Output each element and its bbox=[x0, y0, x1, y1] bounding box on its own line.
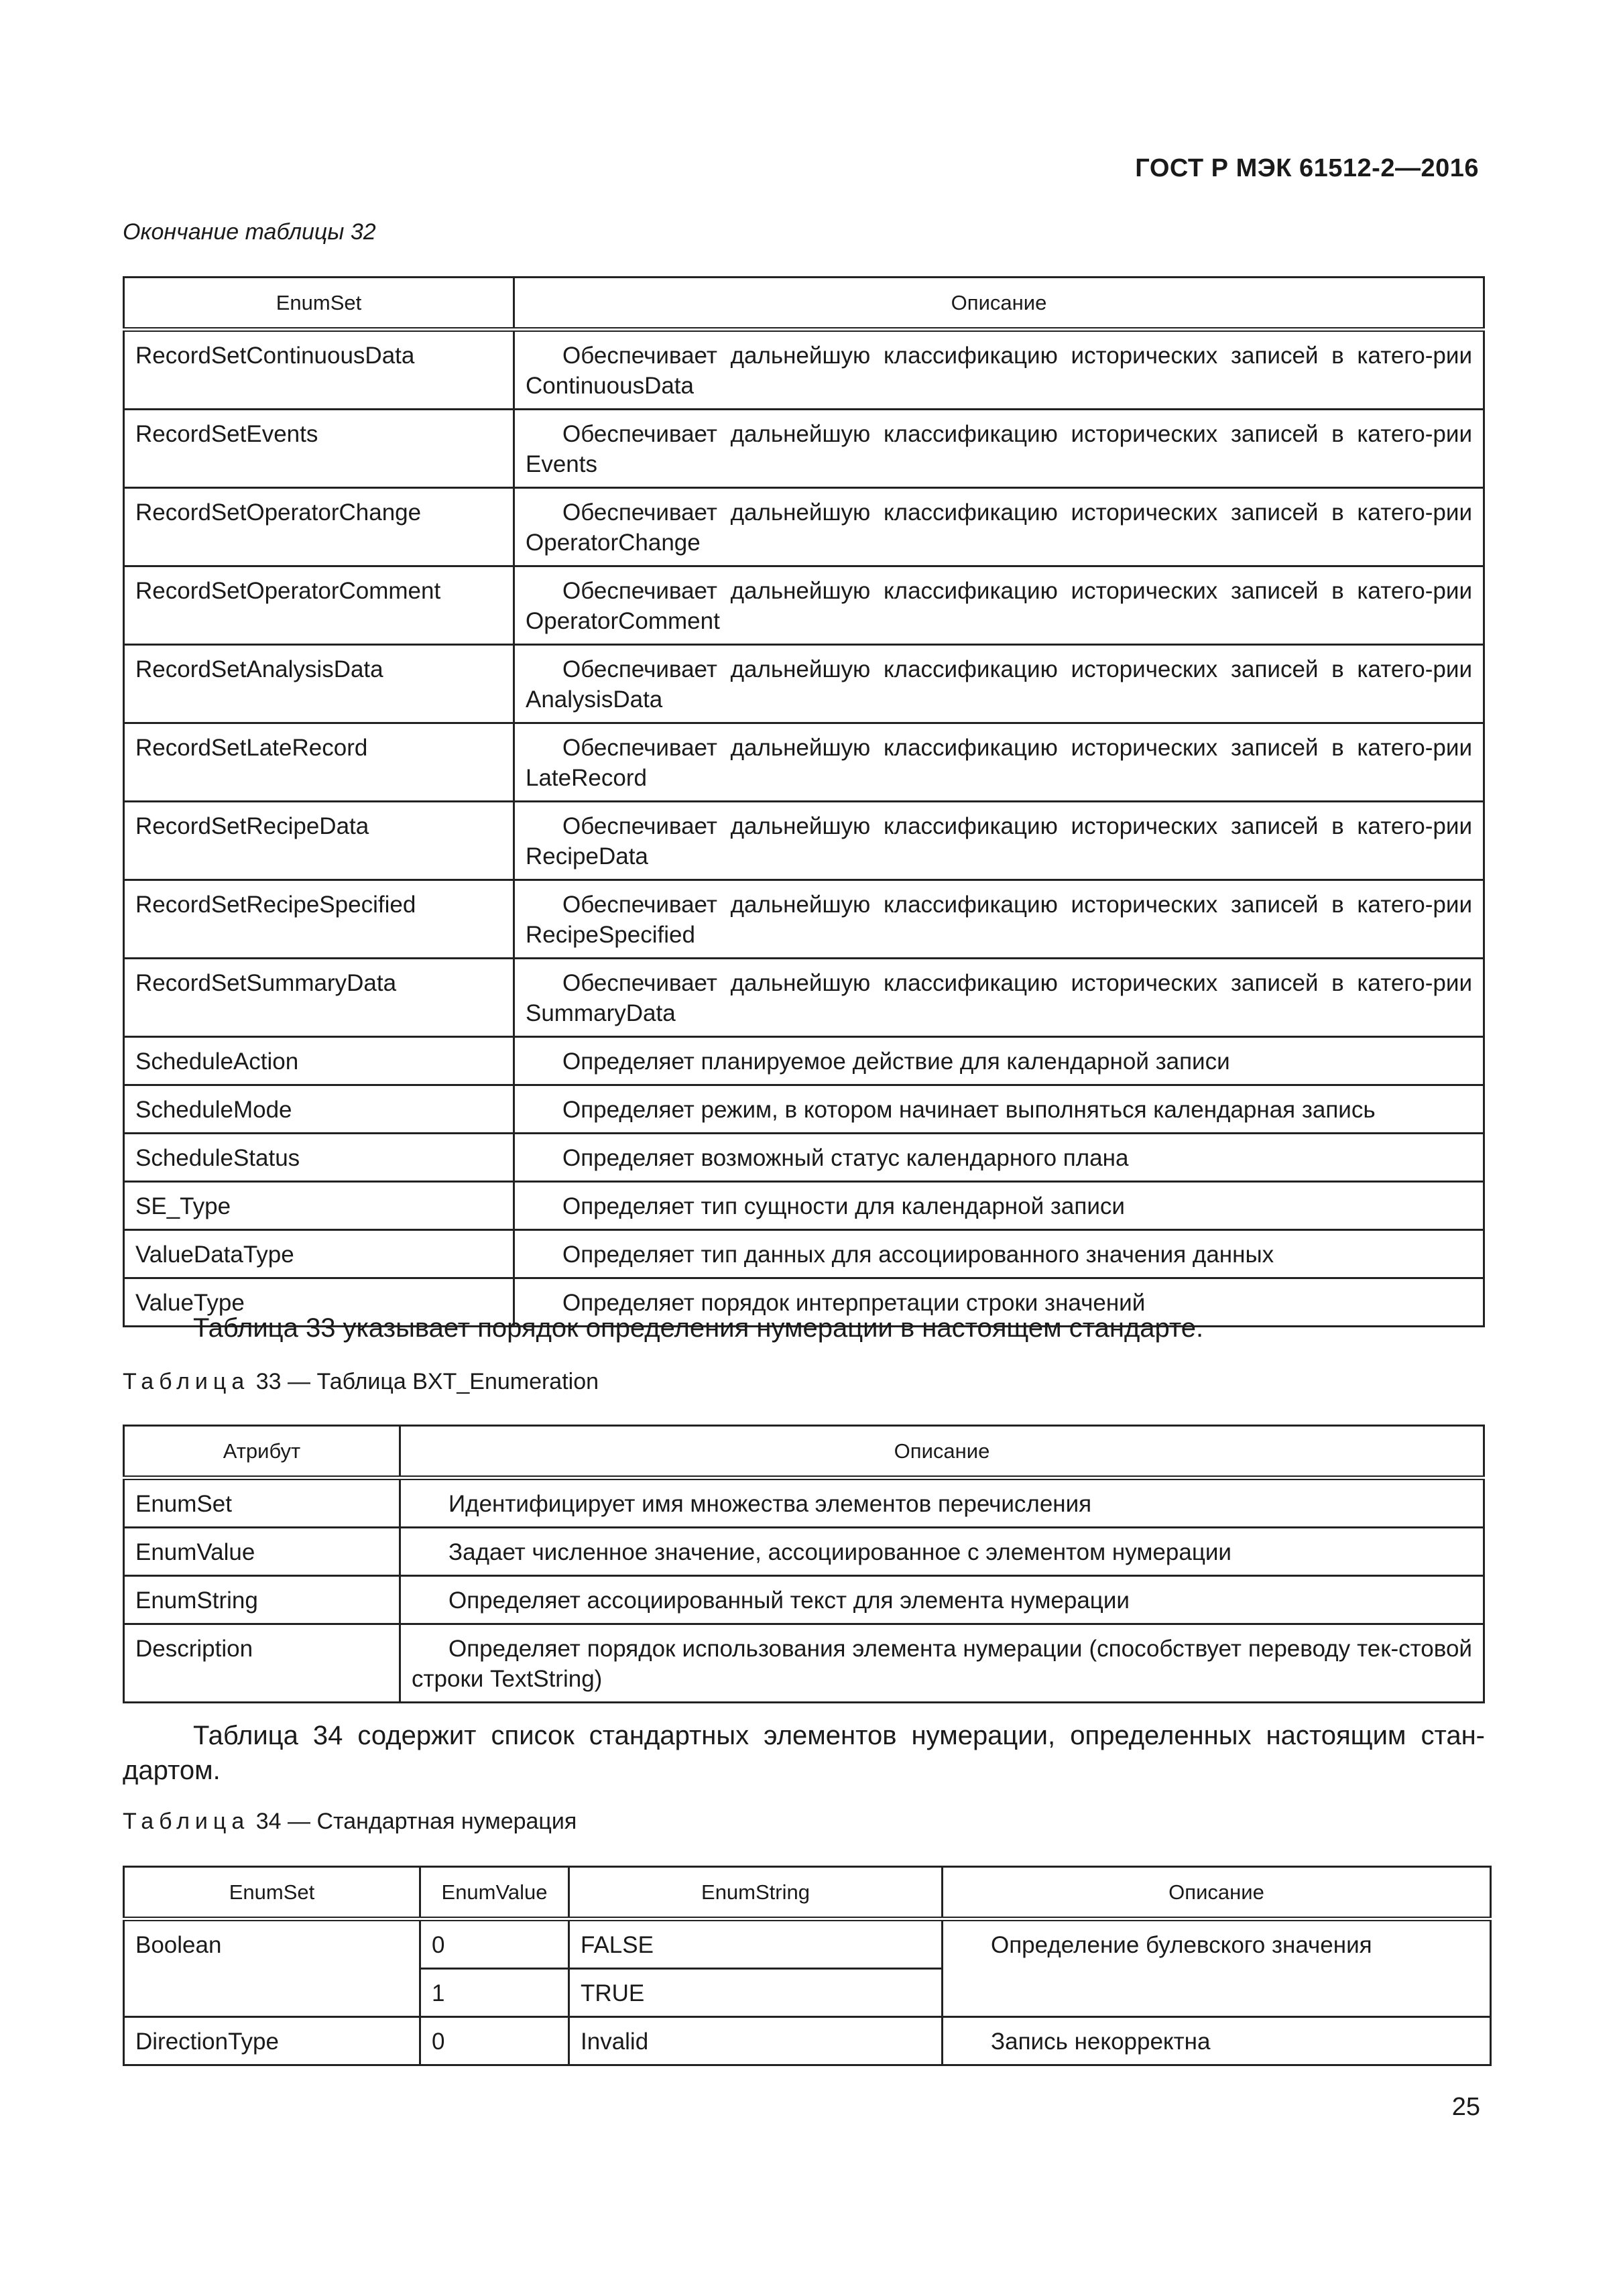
cell-enumstring: TRUE bbox=[569, 1969, 943, 2017]
table-row bbox=[124, 1478, 1484, 1528]
page-number: 25 bbox=[1451, 2093, 1480, 2121]
table-row bbox=[124, 880, 1484, 959]
column-header-description: Описание bbox=[514, 278, 1484, 330]
table-row bbox=[124, 1576, 1484, 1624]
column-header-enumvalue: EnumValue bbox=[420, 1867, 569, 1919]
table-header-row bbox=[124, 278, 1484, 330]
cell-description-text: Обеспечивает дальнейшую классификацию исторических записей в катего-рии RecipeData bbox=[526, 813, 1472, 869]
cell-description-text: Обеспечивает дальнейшую классификацию исторических записей в катего-рии LateRecord bbox=[526, 735, 1472, 791]
cell-enumvalue: 0 bbox=[420, 1919, 569, 1969]
table-row bbox=[124, 802, 1484, 880]
cell-description-text: Определяет порядок интерпретации строки значений bbox=[562, 1290, 1146, 1316]
cell-enumset: DirectionType bbox=[124, 2017, 420, 2065]
table-row bbox=[124, 645, 1484, 723]
cell-description-text: Задает численное значение, ассоциированное с элементом нумерации bbox=[448, 1539, 1231, 1565]
table-32-body bbox=[124, 330, 1484, 1327]
table-row bbox=[124, 566, 1484, 645]
column-header-description: Описание bbox=[943, 1867, 1491, 1919]
table-row bbox=[124, 1085, 1484, 1134]
cell-description-text: Определение булевского значения bbox=[991, 1932, 1372, 1958]
table-row bbox=[124, 410, 1484, 488]
cell-attribute: EnumString bbox=[124, 1576, 400, 1624]
cell-description bbox=[514, 1085, 1484, 1134]
table-row bbox=[124, 723, 1484, 802]
cell-description-text: Обеспечивает дальнейшую классификацию исторических записей в катего-рии RecipeSpecified bbox=[526, 892, 1472, 948]
table-33-caption bbox=[123, 1369, 599, 1395]
cell-enumset: RecordSetOperatorChange bbox=[124, 488, 514, 566]
table-32-continuation-caption: Окончание таблицы 32 bbox=[123, 219, 376, 245]
cell-enumset: Boolean bbox=[124, 1919, 420, 2017]
table-34 bbox=[123, 1866, 1492, 2066]
paragraph-table-33-intro bbox=[123, 1311, 1485, 1345]
cell-description-text: Определяет возможный статус календарного плана bbox=[562, 1145, 1129, 1171]
cell-enumset: ScheduleMode bbox=[124, 1085, 514, 1134]
cell-enumset: RecordSetLateRecord bbox=[124, 723, 514, 802]
cell-description-text: Определяет ассоциированный текст для элемента нумерации bbox=[448, 1587, 1130, 1614]
cell-enumset: RecordSetRecipeData bbox=[124, 802, 514, 880]
cell-enumvalue: 0 bbox=[420, 2017, 569, 2065]
cell-description-text: Обеспечивает дальнейшую классификацию исторических записей в катего-рии Events bbox=[526, 421, 1472, 477]
cell-enumset: RecordSetRecipeSpecified bbox=[124, 880, 514, 959]
cell-attribute: EnumSet bbox=[124, 1478, 400, 1528]
cell-enumvalue: 1 bbox=[420, 1969, 569, 2017]
cell-enumset: ScheduleAction bbox=[124, 1037, 514, 1085]
cell-description bbox=[943, 2017, 1491, 2065]
table-row bbox=[124, 1182, 1484, 1230]
cell-description-text: Обеспечивает дальнейшую классификацию исторических записей в катего-рии OperatorChange bbox=[526, 499, 1472, 556]
table-row bbox=[124, 1919, 1491, 1969]
column-header-description: Описание bbox=[400, 1426, 1484, 1478]
caption-word: Таблица bbox=[123, 1369, 250, 1394]
table-32 bbox=[123, 276, 1485, 1327]
cell-description bbox=[514, 1230, 1484, 1278]
table-row bbox=[124, 1230, 1484, 1278]
cell-enumset: RecordSetContinuousData bbox=[124, 330, 514, 410]
cell-description-text: Определяет тип сущности для календарной записи bbox=[562, 1193, 1125, 1219]
cell-description-text: Определяет режим, в котором начинает выполняться календарная запись bbox=[562, 1097, 1376, 1123]
cell-description-text: Определяет планируемое действие для календарной записи bbox=[562, 1048, 1230, 1075]
column-header-attribute: Атрибут bbox=[124, 1426, 400, 1478]
column-header-enumset: EnumSet bbox=[124, 1867, 420, 1919]
caption-title: 33 — Таблица BXT_Enumeration bbox=[249, 1369, 599, 1394]
paragraph-text: Таблица 33 указывает порядок определения нумерации в настоящем стандарте. bbox=[193, 1313, 1204, 1343]
cell-description bbox=[514, 880, 1484, 959]
cell-enumset: RecordSetEvents bbox=[124, 410, 514, 488]
cell-description-text: Обеспечивает дальнейшую классификацию исторических записей в катего-рии SummaryData bbox=[526, 970, 1472, 1026]
cell-enumset: ScheduleStatus bbox=[124, 1134, 514, 1182]
document-code: ГОСТ Р МЭК 61512-2—2016 bbox=[1135, 154, 1479, 182]
table-row bbox=[124, 1134, 1484, 1182]
table-34-caption bbox=[123, 1809, 577, 1835]
caption-word: Таблица bbox=[123, 1809, 250, 1834]
cell-description bbox=[400, 1624, 1484, 1703]
cell-description bbox=[514, 1182, 1484, 1230]
cell-description bbox=[400, 1576, 1484, 1624]
cell-description-text: Обеспечивает дальнейшую классификацию исторических записей в катего-рии OperatorComment bbox=[526, 578, 1472, 634]
table-33 bbox=[123, 1425, 1485, 1703]
cell-attribute: Description bbox=[124, 1624, 400, 1703]
table-33-body bbox=[124, 1478, 1484, 1703]
table-row bbox=[124, 330, 1484, 410]
table-34-body bbox=[124, 1919, 1491, 2065]
cell-description-text: Обеспечивает дальнейшую классификацию исторических записей в катего-рии AnalysisData bbox=[526, 656, 1472, 713]
cell-description bbox=[943, 1919, 1491, 2017]
cell-description bbox=[400, 1528, 1484, 1576]
cell-description-text: Определяет тип данных для ассоциированного значения данных bbox=[562, 1242, 1274, 1268]
cell-description bbox=[514, 802, 1484, 880]
column-header-enumstring: EnumString bbox=[569, 1867, 943, 1919]
cell-description bbox=[514, 330, 1484, 410]
cell-enumset: RecordSetOperatorComment bbox=[124, 566, 514, 645]
table-row bbox=[124, 1528, 1484, 1576]
cell-description-text: Определяет порядок использования элемента нумерации (способствует переводу тек-стовой строки TextString) bbox=[412, 1636, 1472, 1692]
cell-description bbox=[514, 488, 1484, 566]
table-header-row bbox=[124, 1867, 1491, 1919]
cell-description-text: Идентифицирует имя множества элементов перечисления bbox=[448, 1491, 1092, 1517]
cell-description bbox=[514, 1134, 1484, 1182]
cell-enumset: ValueDataType bbox=[124, 1230, 514, 1278]
cell-description bbox=[514, 645, 1484, 723]
cell-enumstring: FALSE bbox=[569, 1919, 943, 1969]
caption-title: 34 — Стандартная нумерация bbox=[249, 1809, 577, 1834]
table-row bbox=[124, 1037, 1484, 1085]
table-header-row bbox=[124, 1426, 1484, 1478]
table-row bbox=[124, 1624, 1484, 1703]
cell-description bbox=[514, 410, 1484, 488]
cell-description bbox=[514, 959, 1484, 1037]
column-header-enumset: EnumSet bbox=[124, 278, 514, 330]
table-row bbox=[124, 2017, 1491, 2065]
cell-enumset: SE_Type bbox=[124, 1182, 514, 1230]
cell-enumset: RecordSetSummaryData bbox=[124, 959, 514, 1037]
paragraph-table-34-intro bbox=[123, 1718, 1485, 1788]
cell-description bbox=[514, 1037, 1484, 1085]
cell-description-text: Обеспечивает дальнейшую классификацию исторических записей в катего-рии ContinuousData bbox=[526, 343, 1472, 399]
cell-enumstring: Invalid bbox=[569, 2017, 943, 2065]
paragraph-text: Таблица 34 содержит список стандартных элементов нумерации, определенных настоящим стан-дартом. bbox=[123, 1721, 1485, 1785]
table-row bbox=[124, 959, 1484, 1037]
cell-description bbox=[514, 723, 1484, 802]
cell-enumset: RecordSetAnalysisData bbox=[124, 645, 514, 723]
cell-description bbox=[400, 1478, 1484, 1528]
cell-description bbox=[514, 566, 1484, 645]
cell-enumset: ValueType bbox=[124, 1278, 514, 1327]
cell-attribute: EnumValue bbox=[124, 1528, 400, 1576]
cell-description-text: Запись некорректна bbox=[991, 2029, 1211, 2055]
table-row bbox=[124, 488, 1484, 566]
